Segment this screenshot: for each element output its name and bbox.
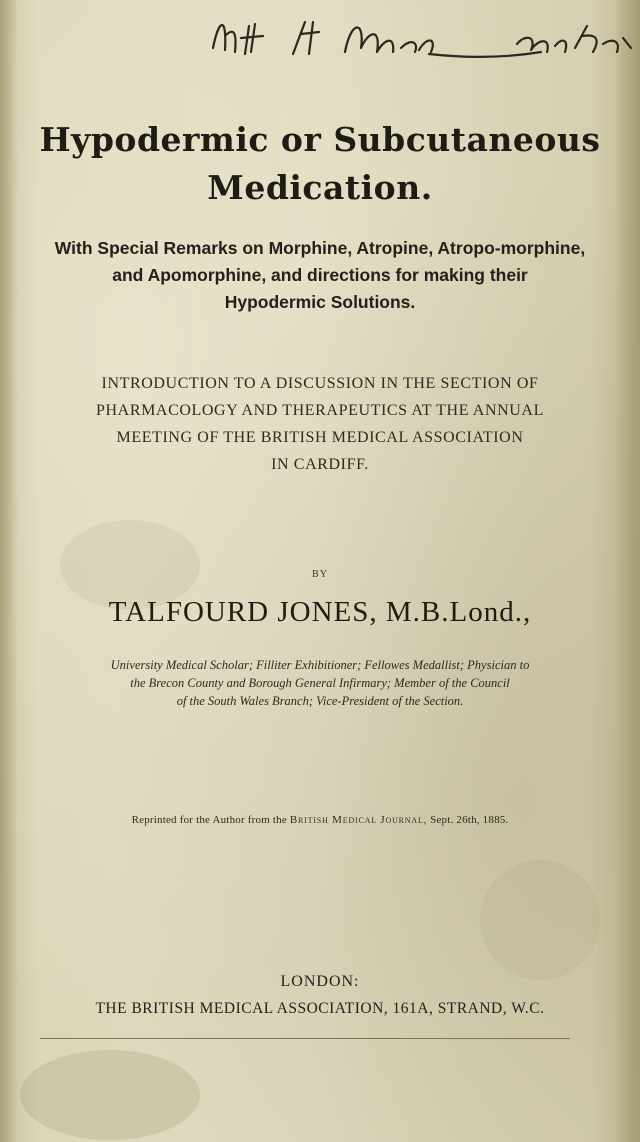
reprint-prefix: Reprinted for the Author from the (131, 814, 287, 826)
paper-stain (20, 1050, 200, 1140)
bottom-rule (40, 1038, 570, 1039)
imprint-city: LONDON: (280, 973, 360, 990)
author-credentials (30, 656, 610, 710)
introduction-line-1: INTRODUCTION TO A DISCUSSION IN THE SECTION OF (101, 375, 539, 392)
title-line-1: Hypodermic or Subcutaneous (39, 120, 601, 159)
credentials-line-3: of the South Wales Branch; Vice-President of the Section. (176, 694, 464, 708)
subtitle (40, 235, 600, 316)
author-name: TALFOURD JONES, M.B.Lond., (108, 596, 532, 628)
introduction-line-4: IN CARDIFF. (271, 456, 369, 473)
subtitle-line-2: and Apomorphine, and directions for making their (112, 265, 528, 285)
introduction-text (20, 370, 620, 478)
subtitle-line-3: Hypodermic Solutions. (224, 292, 416, 312)
imprint-publisher: THE BRITISH MEDICAL ASSOCIATION, 161A, STRAND, W.C. (95, 1000, 545, 1017)
title-line-2: Medication. (207, 168, 433, 207)
credentials-line-1: University Medical Scholar; Filliter Exhibitioner; Fellowes Medallist; Physician to (110, 658, 530, 672)
reprint-date: Sept. 26th, 1885. (430, 814, 509, 826)
journal-name: British Medical Journal, (289, 814, 428, 826)
subtitle-line-1: With Special Remarks on Morphine, Atropine, Atropo-morphine, (54, 238, 586, 258)
introduction-line-3: MEETING OF THE BRITISH MEDICAL ASSOCIATION (116, 429, 524, 446)
handwritten-inscription (205, 8, 635, 72)
byline: BY (312, 569, 328, 580)
reprint-note (40, 814, 600, 826)
paper-stain (480, 860, 600, 980)
credentials-line-2: the Brecon County and Borough General Infirmary; Member of the Council (130, 676, 510, 690)
introduction-line-2: PHARMACOLOGY AND THERAPEUTICS AT THE ANNUAL (96, 402, 544, 419)
